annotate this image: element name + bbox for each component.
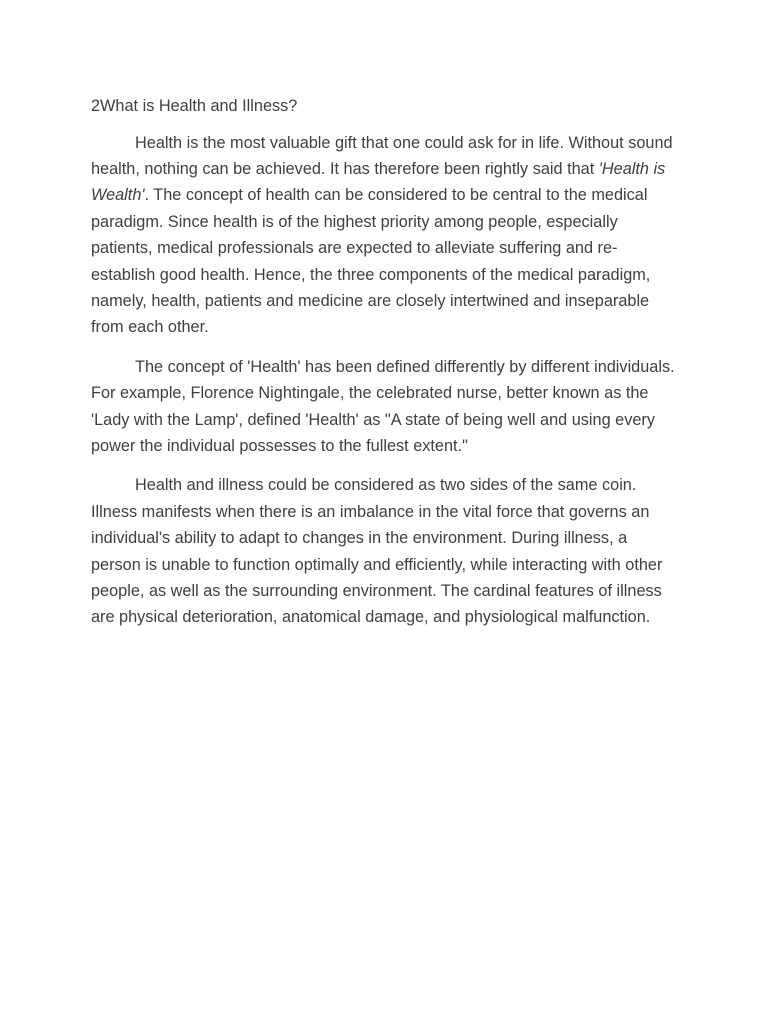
paragraph-1-text-start: Health is the most valuable gift that one could ask for in life. Without sound health, nothing can be achieved. It has therefore been rightly said that <box>91 133 673 178</box>
document-body <box>91 93 681 644</box>
paragraph-1-text-end: . The concept of health can be considered to be central to the medical paradigm. Since health is of the highest priority among people, especially patients, medical professionals are expected to alleviate suffering and re-establish good health. Hence, the three components of the medical paradigm, namely, health, patients and medicine are closely intertwined and inseparable from each other. <box>91 186 651 337</box>
paragraph-health-definition: The concept of 'Health' has been defined differently by different individuals. For example, Florence Nightingale, the celebrated nurse, better known as the 'Lady with the Lamp', defined 'Health' as "A state of being well and using every power the individual possesses to the fullest extent." <box>91 357 675 455</box>
document-heading: 2What is Health and Illness? <box>91 97 298 115</box>
paragraph-health-and-illness: Health and illness could be considered as two sides of the same coin. Illness manifests when there is an imbalance in the vital force that governs an individual's ability to adapt to changes in the environment. During illness, a person is unable to function optimally and efficiently, while interacting with other people, as well as the surrounding environment. The cardinal features of illness are physical deterioration, anatomical damage, and physiological malfunction. <box>91 476 663 627</box>
health-is-wealth-quote: 'Health is Wealth' <box>91 159 666 205</box>
paragraph-health-value <box>91 130 681 341</box>
